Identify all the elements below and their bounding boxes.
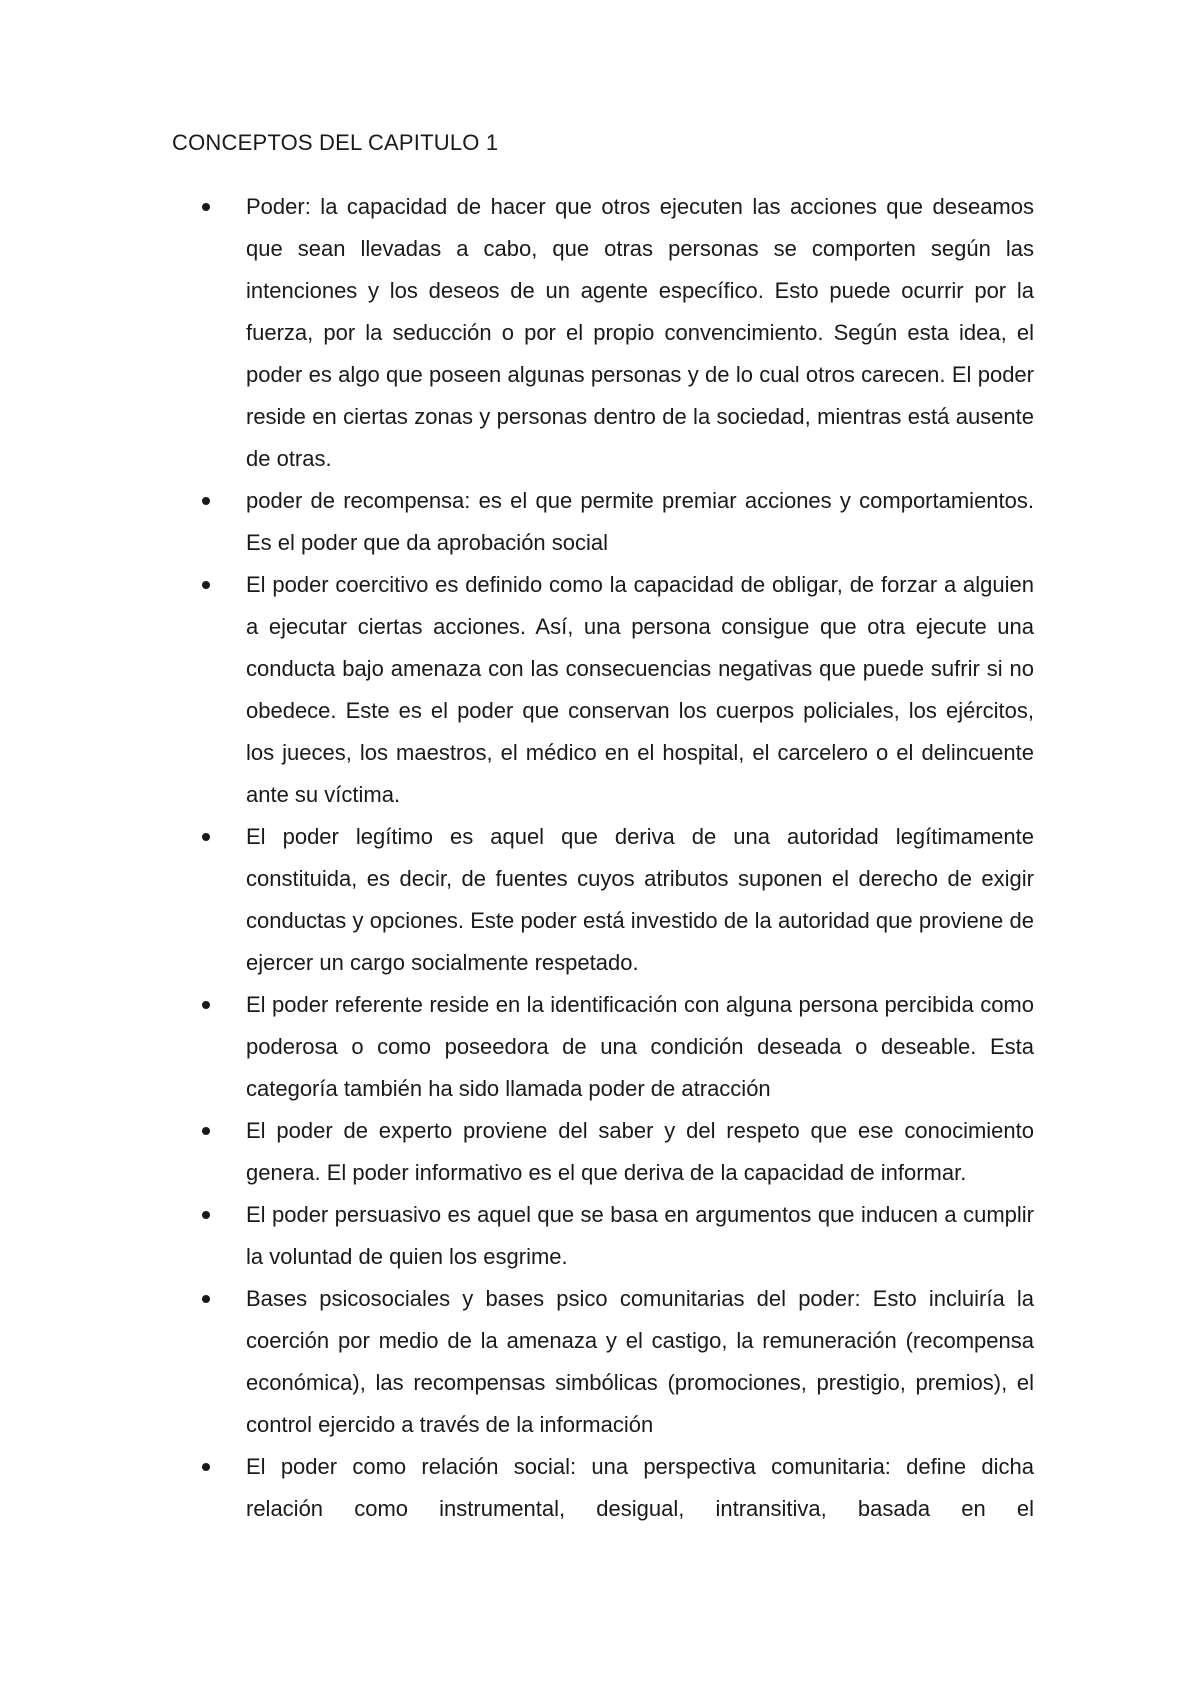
list-item bbox=[172, 1194, 1034, 1278]
list-item-text: Poder: la capacidad de hacer que otros ejecuten las acciones que deseamos que sean llevadas a cabo, que otras personas se comporten según las intenciones y los deseos de un agente específico. Esto puede ocurrir por la fuerza, por la seducción o por el propio convencimiento. Según esta idea, el poder es algo que poseen algunas personas y de lo cual otros carecen. El poder reside en ciertas zonas y personas dentro de la sociedad, mientras está ausente de otras. bbox=[246, 194, 1034, 471]
list-item-text: El poder de experto proviene del saber y del respeto que ese conocimiento genera. El poder informativo es el que deriva de la capacidad de informar. bbox=[246, 1118, 1034, 1185]
list-item bbox=[172, 480, 1034, 564]
bullet-icon bbox=[202, 1127, 210, 1135]
list-item-text: El poder persuasivo es aquel que se basa en argumentos que inducen a cumplir la voluntad de quien los esgrime. bbox=[246, 1202, 1034, 1269]
list-item bbox=[172, 186, 1034, 480]
list-item bbox=[172, 564, 1034, 816]
list-item-text: El poder legítimo es aquel que deriva de una autoridad legítimamente constituida, es decir, de fuentes cuyos atributos suponen el derecho de exigir conductas y opciones. Este poder está investido de la autoridad que proviene de ejercer un cargo socialmente respetado. bbox=[246, 824, 1034, 975]
list-item bbox=[172, 816, 1034, 984]
list-item-text: El poder referente reside en la identificación con alguna persona percibida como poderosa o como poseedora de una condición deseada o deseable. Esta categoría también ha sido llamada poder de atracción bbox=[246, 992, 1034, 1101]
bullet-icon bbox=[202, 833, 210, 841]
bullet-icon bbox=[202, 1295, 210, 1303]
bullet-icon bbox=[202, 1211, 210, 1219]
list-item bbox=[172, 984, 1034, 1110]
document-title: CONCEPTOS DEL CAPITULO 1 bbox=[172, 130, 499, 155]
list-item-text: El poder como relación social: una perspectiva comunitaria: define dicha relación como instrumental, desigual, intransitiva, basada en el bbox=[246, 1454, 1034, 1521]
bullet-icon bbox=[202, 581, 210, 589]
list-item-text: Bases psicosociales y bases psico comunitarias del poder: Esto incluiría la coerción por medio de la amenaza y el castigo, la remuneración (recompensa económica), las recompensas simbólicas (promociones, prestigio, premios), el control ejercido a través de la información bbox=[246, 1286, 1034, 1437]
list-item-text: El poder coercitivo es definido como la capacidad de obligar, de forzar a alguien a ejecutar ciertas acciones. Así, una persona consigue que otra ejecute una conducta bajo amenaza con las consecuencias negativas que puede sufrir si no obedece. Este es el poder que conservan los cuerpos policiales, los ejércitos, los jueces, los maestros, el médico en el hospital, el carcelero o el delincuente ante su víctima. bbox=[246, 572, 1034, 807]
list-item bbox=[172, 1446, 1034, 1530]
list-item bbox=[172, 1110, 1034, 1194]
bullet-icon bbox=[202, 1463, 210, 1471]
bullet-icon bbox=[202, 203, 210, 211]
concepts-list bbox=[172, 186, 1034, 1530]
bullet-icon bbox=[202, 497, 210, 505]
bullet-icon bbox=[202, 1001, 210, 1009]
list-item-text: poder de recompensa: es el que permite premiar acciones y comportamientos. Es el poder que da aprobación social bbox=[246, 488, 1034, 555]
list-item bbox=[172, 1278, 1034, 1446]
